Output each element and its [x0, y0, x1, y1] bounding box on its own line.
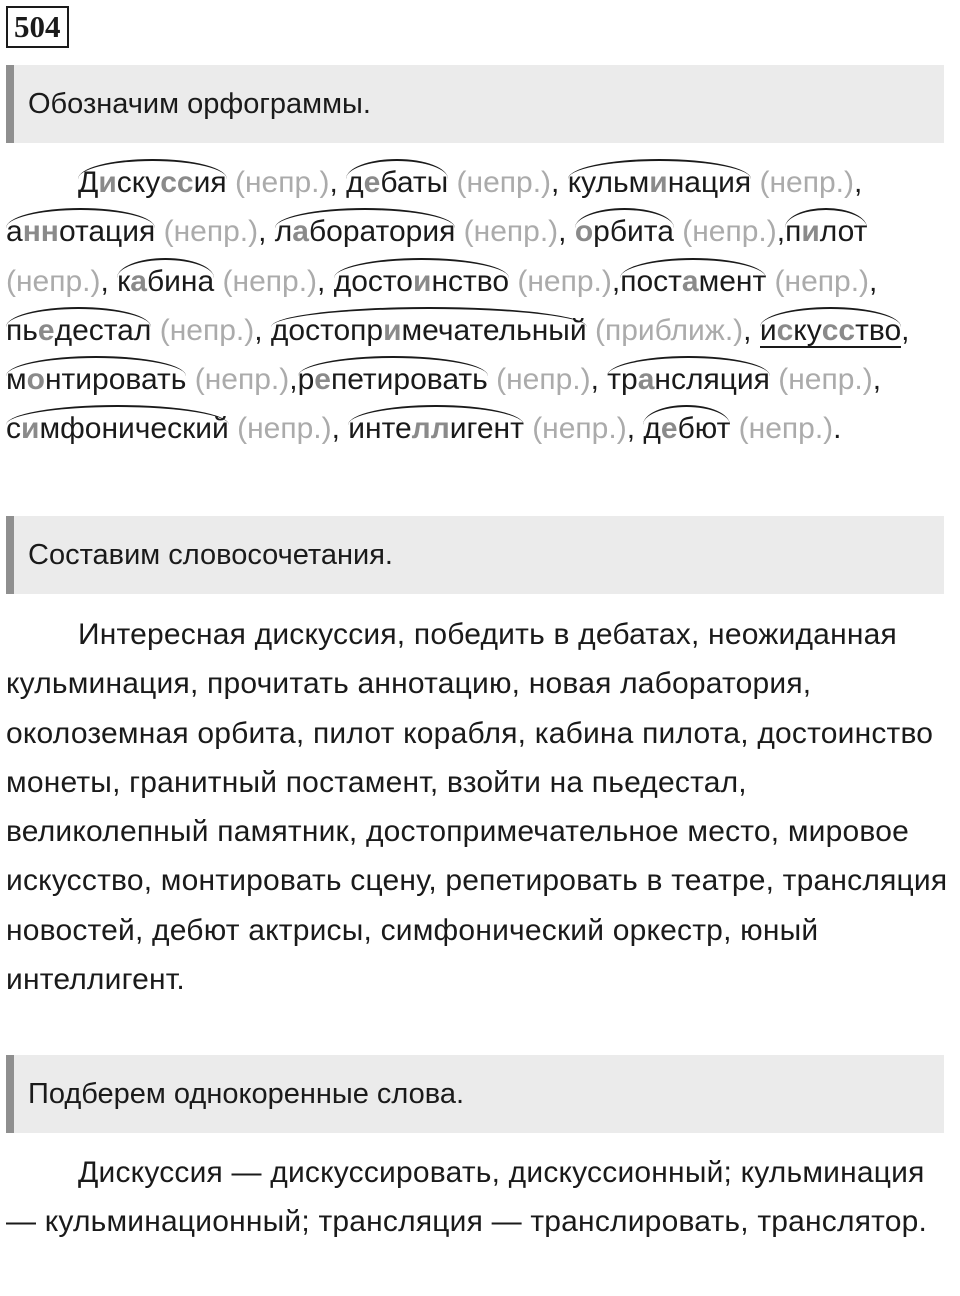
orthogram-letter: а: [292, 215, 309, 249]
spelling-note: (непр.): [778, 363, 873, 397]
punctuation: ,: [551, 166, 568, 199]
orthogram-letter: е: [314, 363, 331, 397]
word-part: и: [759, 313, 777, 347]
orthogram-word: [620, 257, 766, 306]
word-part: достопр: [270, 313, 384, 347]
orthogram-word: [760, 306, 901, 355]
orthogram-letter: о: [26, 363, 45, 397]
word-part: р: [297, 363, 315, 397]
orthogram-word: [6, 306, 151, 355]
word-part: мент: [698, 264, 767, 298]
spelling-note: (приближ.): [594, 313, 744, 347]
orthogram-word: [117, 257, 214, 306]
orthogram-letter: е: [37, 313, 55, 347]
orthogram-letter: а: [130, 264, 147, 298]
punctuation: ,: [901, 313, 910, 347]
orthogram-letter: е: [660, 412, 678, 446]
punctuation: ,: [258, 215, 275, 249]
word-part: ку: [793, 313, 822, 347]
section-header-orthograms: [6, 65, 944, 143]
word-part: Д: [78, 166, 99, 199]
spelling-note: (непр.): [517, 264, 612, 298]
orthogram-word: [275, 207, 456, 256]
orthogram-word: [575, 207, 674, 256]
orthogram-word: [6, 207, 155, 256]
roots-paragraph: [6, 1148, 956, 1247]
word-part: п: [785, 215, 802, 249]
word-part: лот: [819, 215, 868, 249]
spelling-note: (непр.): [496, 363, 591, 397]
spelling-note: (непр.): [738, 412, 834, 446]
orthogram-word: [348, 404, 524, 453]
punctuation: ,: [558, 215, 575, 249]
spelling-note: (непр.): [234, 166, 330, 199]
orthogram-letter: сс: [821, 313, 856, 347]
section-title: Подберем однокоренные слова.: [28, 1078, 465, 1110]
punctuation: ,: [590, 363, 608, 397]
orthogram-word: [568, 158, 751, 207]
orthogram-letter: о: [574, 215, 594, 249]
word-part: пост: [620, 264, 682, 298]
word-part: нация: [667, 166, 752, 199]
word-part: мечательный: [401, 313, 587, 347]
orthogram-word: [298, 355, 488, 404]
phrases-text: Интересная дискуссия, победить в дебатах, неожиданная кульминация, прочитать аннотацию, новая лаборатория, околоземная орбита, пилот корабля, кабина пилота, достоинство монеты, гранитный постамент, взойти на пьедестал, великолепный памятник, достопримечательное место, мировое искусство, монтировать сцену, репетировать в театре, трансляция новостей, дебют актрисы, симфонический оркестр, юный интеллигент.: [6, 618, 948, 997]
section-title: Обозначим орфограммы.: [28, 88, 371, 120]
spelling-note: (непр.): [463, 215, 559, 249]
spelling-note: (непр.): [194, 363, 290, 397]
phrases-paragraph: [6, 610, 956, 1004]
orthogram-word: [607, 355, 770, 404]
orthogram-word: [78, 158, 227, 207]
word-part: петировать: [330, 363, 488, 397]
orthogram-word: [6, 404, 229, 453]
roots-text: Дискуссия — дискуссировать, дискуссионный; кульминация — кульминационный; трансляция — транслировать, транслятор.: [6, 1156, 928, 1239]
word-part: досто: [333, 264, 413, 298]
orthogram-letter: и: [383, 313, 402, 347]
orthogram-letter: и: [801, 215, 820, 249]
orthogram-letter: и: [21, 412, 40, 446]
punctuation: ,: [289, 363, 298, 397]
spelling-note: (непр.): [774, 264, 870, 298]
spelling-note: (непр.): [759, 166, 854, 199]
orthogram-paragraph: [6, 158, 956, 454]
word-part: отация: [58, 215, 156, 249]
orthogram-word: [271, 306, 587, 355]
word-part: тво: [855, 313, 902, 347]
punctuation: ,: [254, 313, 271, 347]
word-part: к: [117, 264, 131, 298]
orthogram-letter: с: [776, 313, 794, 347]
word-part: ску: [116, 166, 161, 199]
orthogram-letter: нн: [22, 215, 59, 249]
spelling-note: (непр.): [237, 412, 332, 446]
orthogram-word: [334, 257, 509, 306]
punctuation: ,: [869, 264, 878, 298]
word-part: м: [6, 363, 27, 397]
section-title: Составим словосочетания.: [28, 539, 393, 571]
spelling-note: (непр.): [682, 215, 777, 249]
word-part: ия: [193, 166, 227, 199]
spelling-note: (непр.): [532, 412, 627, 446]
word-part: с: [6, 412, 21, 446]
word-part: бют: [677, 412, 731, 446]
orthogram-word: [6, 355, 186, 404]
orthogram-letter: и: [412, 264, 432, 298]
punctuation: ,: [776, 215, 786, 249]
punctuation: ,: [331, 412, 349, 446]
orthogram-word: [643, 404, 730, 453]
word-part: инте: [348, 412, 412, 446]
word-part: а: [6, 215, 23, 249]
word-part: пь: [6, 313, 38, 347]
word-part: л: [274, 215, 293, 249]
task-number: 504: [6, 6, 69, 48]
punctuation: ,: [611, 264, 621, 298]
word-part: нсляция: [654, 363, 770, 397]
orthogram-word: [346, 158, 448, 207]
spelling-note: (непр.): [456, 166, 552, 199]
punctuation: ,: [317, 264, 334, 298]
punctuation: ,: [743, 313, 760, 347]
orthogram-letter: е: [363, 166, 381, 199]
orthogram-letter: и: [649, 166, 668, 199]
orthogram-word: [785, 207, 867, 256]
spelling-note: (непр.): [159, 313, 255, 347]
spelling-note: (непр.): [163, 215, 259, 249]
orthogram-letter: лл: [411, 412, 450, 446]
word-part: баты: [380, 166, 449, 199]
punctuation: ,: [872, 363, 882, 397]
spelling-note: (непр.): [6, 264, 101, 298]
section-header-roots: [6, 1055, 944, 1133]
word-part: тр: [607, 363, 638, 397]
punctuation: ,: [329, 166, 347, 199]
orthogram-letter: а: [681, 264, 699, 298]
word-part: игент: [449, 412, 524, 446]
section-header-phrases: [6, 516, 944, 594]
word-part: мфонический: [39, 412, 229, 446]
punctuation: ,: [854, 166, 863, 199]
punctuation: ,: [626, 412, 644, 446]
word-part: д: [346, 166, 364, 199]
word-part: д: [643, 412, 661, 446]
orthogram-letter: а: [637, 363, 655, 397]
orthogram-letter: и: [98, 166, 117, 199]
word-part: кульм: [567, 166, 650, 199]
word-part: боратория: [308, 215, 456, 249]
punctuation: .: [833, 412, 842, 446]
word-part: бина: [146, 264, 215, 298]
word-part: дестал: [54, 313, 152, 347]
orthogram-letter: сс: [160, 166, 194, 199]
word-part: нтировать: [44, 363, 187, 397]
punctuation: ,: [100, 264, 118, 298]
word-part: рбита: [593, 215, 674, 249]
word-part: нство: [431, 264, 510, 298]
spelling-note: (непр.): [222, 264, 318, 298]
